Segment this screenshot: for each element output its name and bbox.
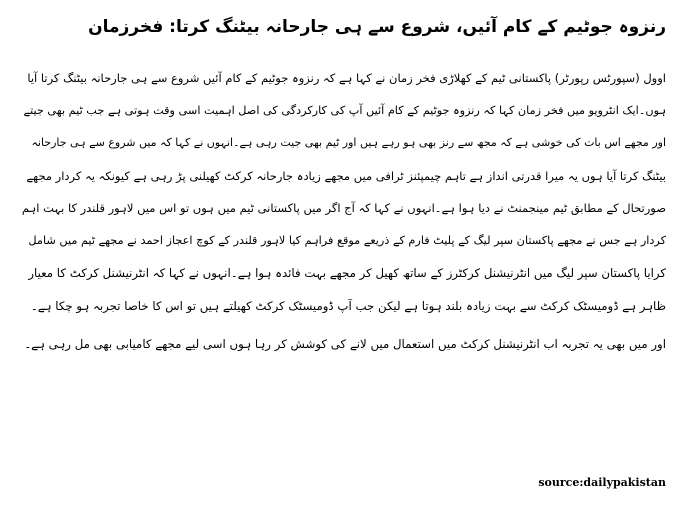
paragraph-line: ظاہر ہے ڈومیسٹک کرکٹ سے بہت زیادہ بلند ہوتا ہے لیکن جب آپ ڈومیسٹک کرکٹ کھیلتے ہیں تو اس کا خاصا تجربہ ہو چکا ہے۔ — [30, 298, 666, 313]
paragraph-line: ہوں۔ایک انٹرویو میں فخر زمان کہا کہ رنزوہ جوٹیم کے کام آئیں آپ کی کارکردگی کی اصل اہمیت اسی وقت ہوتی ہے جب ٹیم بھی جیتے — [23, 103, 666, 117]
paragraph-line: اور میں بھی یہ تجربہ اب انٹرنیشنل کرکٹ میں استعمال میں لانے کی کوشش کر رہا ہوں اسی لیے مجھے کامیابی بھی مل رہی ہے۔ — [24, 337, 666, 351]
article-paragraph-main — [20, 62, 666, 322]
paragraph-line: بیٹنگ کرتا آیا ہوں یہ میرا قدرتی انداز ہے تاہم چیمپئنز ٹرافی میں مجھے زیادہ جارحانہ کرکٹ کھیلنی پڑ رہی ہے کیونکہ یہ کردار مجھے — [26, 168, 666, 183]
paragraph-line: صورتحال کے مطابق ٹیم مینجمنٹ نے دیا ہوا ہے۔انہوں نے کہا کہ آج اگر میں پاکستانی ٹیم میں ہوں تو اس میں لاہور قلندر کا بہت اہم — [21, 201, 666, 215]
source-credit: source:dailypakistan — [538, 476, 666, 489]
paragraph-line: اور مجھے اس بات کی خوشی ہے کہ مجھ سے رنز بھی ہو رہے ہیں اور ٹیم بھی جیت رہی ہے۔انہوں نے کہا کہ میں شروع سے ہی جارحانہ — [31, 136, 666, 149]
paragraph-line: اوول (سپورٹس رپورٹر) پاکستانی ٹیم کے کھلاڑی فخر زمان نے کہا ہے کہ رنزوہ جوٹیم کے کام آئیں شروع سے ہی جارحانہ بیٹنگ کرتا آیا — [27, 71, 666, 85]
paragraph-line: کرایا پاکستان سپر لیگ میں انٹرنیشنل کرکٹرز کے ساتھ کھیل کر مجھے بہت فائدہ ہوا ہے۔انہوں نے کہا کہ انٹرنیشنل کرکٹ کا معیار — [28, 266, 666, 280]
article-paragraph-closing — [20, 328, 666, 361]
article-headline: رنزوہ جوٹیم کے کام آئیں، شروع سے ہی جارحانہ بیٹنگ کرتا: فخرزمان — [88, 17, 666, 37]
paragraph-line: کردار ہے جس نے مجھے پاکستان سپر لیگ کے پلیٹ فارم کے ذریعے موقع فراہم کیا لاہور قلندر کے کوچ اعجاز احمد نے مجھے ٹیم میں شامل — [28, 233, 666, 247]
